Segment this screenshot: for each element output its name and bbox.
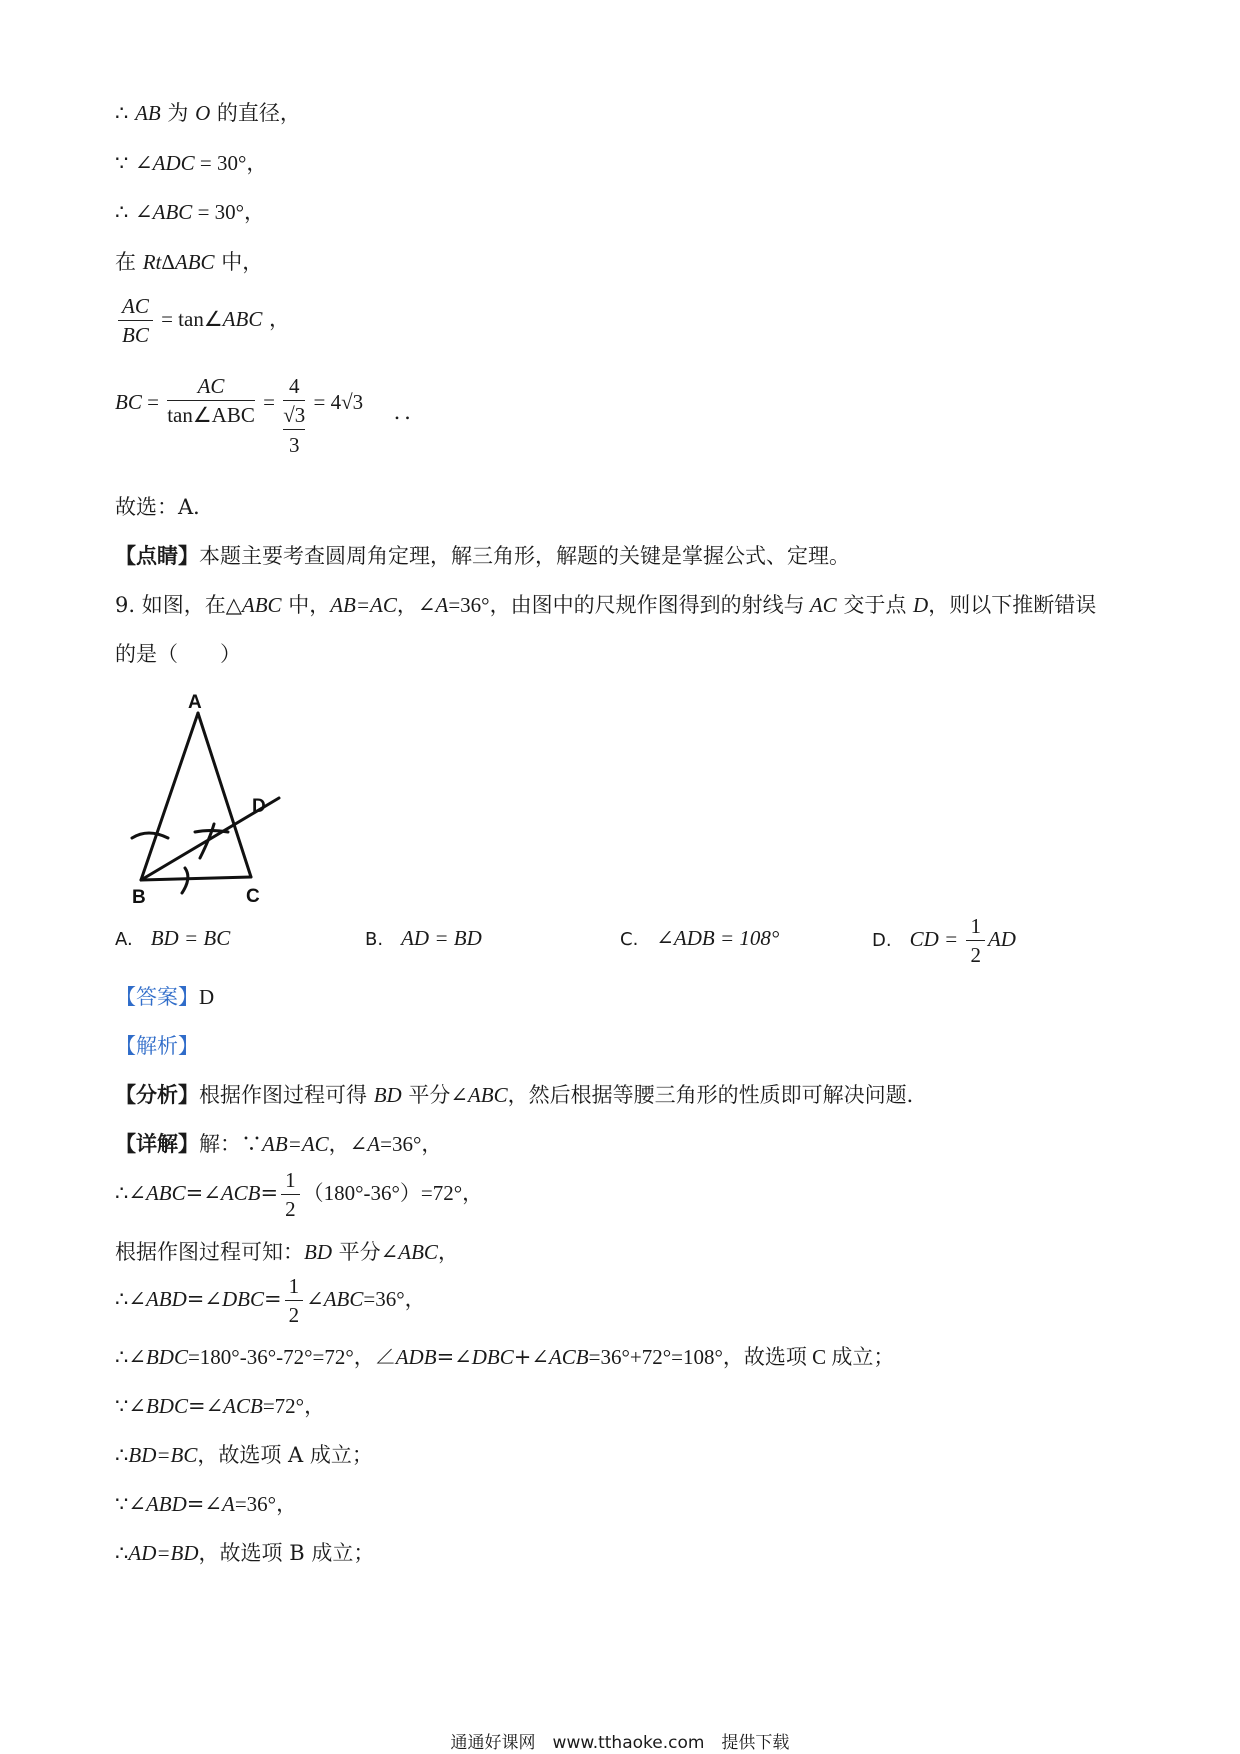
step-4 (115, 1342, 894, 1372)
text: 平分∠ (332, 1240, 399, 1264)
angle: ACB (223, 1394, 263, 1418)
option-d (872, 912, 1016, 969)
text: 解：∵ (199, 1132, 262, 1156)
text: ，∠ (396, 593, 436, 617)
option-label: D. (872, 930, 892, 951)
step-8 (115, 1538, 374, 1568)
denominator (283, 401, 305, 460)
angle-abc: ∠ABC (135, 200, 193, 224)
equation: AB=AC (262, 1132, 329, 1156)
text: ∴ (115, 1541, 129, 1565)
question-9-line1 (115, 590, 1096, 620)
denominator: 2 (288, 1303, 300, 1327)
fraction-half (966, 912, 985, 969)
fraction-ac-bc (118, 292, 153, 349)
text: ，然后根据等腰三角形的性质即可解决问题． (507, 1083, 928, 1107)
side-ac (198, 713, 251, 877)
option-label: A. (115, 929, 133, 950)
denominator: tan∠ABC (167, 403, 255, 427)
angle-a: A (435, 593, 449, 617)
tag-dianjing: 【点睛】 (115, 543, 199, 568)
angle: ABD (145, 1287, 187, 1311)
text: 在 (115, 250, 143, 274)
text: = 30°， (194, 151, 268, 175)
because-symbol: ∵ (115, 151, 136, 175)
angle: ACB (548, 1345, 589, 1369)
point-d: D (913, 593, 929, 617)
xiangjie-line (115, 1129, 442, 1159)
line-diameter (115, 98, 301, 128)
numerator: 1 (966, 912, 985, 941)
triangle-figure (120, 688, 290, 910)
fenxi-line (115, 1080, 928, 1110)
label-b: B (132, 887, 146, 908)
text: =36°+72°=108°，故选项 C 成立； (588, 1345, 895, 1369)
text: ∴∠ (115, 1287, 146, 1311)
angle-abc: ABC (222, 307, 263, 331)
text: ∴∠ (115, 1345, 146, 1369)
text: =36°， (380, 1132, 443, 1156)
text: 根据作图过程可得 (199, 1083, 374, 1107)
angle-abc: ABC (467, 1083, 508, 1107)
option-a (115, 920, 230, 958)
segment-ab: AB (135, 101, 161, 125)
segment-bc: BC (115, 390, 142, 414)
numerator: 4 (283, 372, 305, 401)
step-3 (115, 1272, 426, 1329)
angle-adc: ∠ADC (135, 151, 195, 175)
tag-fenxi: 【分析】 (115, 1082, 199, 1107)
question-9-line2: 的是（ ） (115, 642, 241, 666)
text: =∠ (186, 1287, 222, 1311)
text: 根据作图过程可知： (115, 1240, 304, 1264)
text: ，则以下推断错误 (928, 593, 1097, 617)
equation: AD=BD (128, 1541, 199, 1565)
dots: ．． (393, 400, 426, 424)
label-c: C (246, 886, 260, 907)
text: =∠ (186, 1492, 222, 1516)
text: =36°，由图中的尺规作图得到的射线与 (448, 593, 810, 617)
line-bc-computation (115, 372, 425, 460)
angle: ACB (220, 1181, 261, 1205)
text: 交于点 (836, 593, 914, 617)
text: =∠ (436, 1345, 472, 1369)
numerator: 1 (281, 1166, 300, 1195)
segment-bd: BD (304, 1240, 332, 1264)
numerator: AC (118, 292, 153, 321)
text: 为 (160, 101, 196, 125)
triangle-abc: ABC (174, 250, 215, 274)
equation: AB=AC (330, 593, 397, 617)
label-d: D (252, 796, 266, 817)
text: ∴∠ (115, 1181, 146, 1205)
three: 3 (288, 433, 300, 457)
angle: BDC (145, 1345, 188, 1369)
tag-analysis: 【解析】 (115, 1034, 199, 1058)
line-right-triangle (115, 247, 263, 277)
denominator: 2 (970, 943, 981, 967)
text: 本题主要考查圆周角定理，解三角形，解题的关键是掌握公式、定理。 (199, 544, 850, 568)
option-text: CD = (909, 927, 964, 951)
delta: Δ (161, 250, 175, 274)
text: =∠ (185, 1181, 221, 1205)
denominator: BC (122, 323, 149, 347)
fraction-half (285, 1272, 304, 1329)
analysis-tag-line (115, 1031, 199, 1061)
side-bc (141, 877, 251, 880)
tag-answer: 【答案】 (115, 985, 199, 1009)
option-text: ∠ADB = 108° (656, 926, 780, 950)
angle: BDC (145, 1394, 188, 1418)
step-6 (115, 1440, 373, 1470)
text: 9. 如图，在△ (115, 593, 242, 617)
text: =36°， (234, 1492, 298, 1516)
step-7 (115, 1489, 297, 1519)
step-5 (115, 1391, 325, 1421)
page-footer: 通通好课网 www.tthaoke.com 提供下载 (450, 1733, 790, 1753)
text: ， (262, 307, 291, 331)
option-text: BD = BC (150, 926, 231, 950)
text: = (141, 390, 165, 414)
line-choose-a: 故选：A． (115, 495, 215, 519)
text: ，∠ (328, 1132, 368, 1156)
option-label: C. (620, 929, 639, 950)
fraction-half (281, 1166, 300, 1223)
angle: DBC (471, 1345, 514, 1369)
text: （180°-36°）=72°， (302, 1181, 484, 1205)
text: = (257, 390, 281, 414)
answer-value: D (199, 985, 215, 1009)
text: = 30°， (192, 200, 266, 224)
line-dianjing (115, 541, 850, 571)
text: = (260, 1181, 279, 1205)
line-tan-ratio (115, 292, 290, 349)
arc-intersect-2 (195, 831, 228, 833)
angle: ABD (145, 1492, 187, 1516)
tag-xiangjie: 【详解】 (115, 1131, 199, 1156)
angle: A (222, 1492, 235, 1516)
numerator: 1 (285, 1272, 304, 1301)
angle: ABC (145, 1181, 186, 1205)
angle-a: A (367, 1132, 381, 1156)
text: 平分∠ (401, 1083, 468, 1107)
option-text: AD (987, 927, 1016, 951)
text: 中， (281, 593, 331, 617)
arc-on-ab (132, 833, 168, 838)
text: 中， (214, 250, 264, 274)
triangle-abc: ABC (241, 593, 282, 617)
option-b (365, 920, 482, 958)
result: = 4√3 (308, 390, 364, 414)
denominator: 2 (285, 1197, 296, 1221)
therefore-symbol: ∴ (115, 101, 129, 125)
line-angle-abc (115, 197, 265, 227)
text: =72°， (262, 1394, 326, 1418)
text: = tan∠ (155, 307, 223, 331)
text: ，故选项 A 成立； (197, 1443, 373, 1467)
rt: Rt (142, 250, 162, 274)
arc-on-bc (182, 868, 188, 893)
text: =36°， (363, 1287, 426, 1311)
angle: ABC (323, 1287, 364, 1311)
fraction-ac-tan (167, 372, 255, 429)
answer-line (115, 982, 214, 1012)
label-a: A (188, 692, 202, 713)
fraction-4-over (283, 372, 305, 460)
text: ∵∠ (115, 1394, 146, 1418)
text: =∠ (187, 1394, 224, 1418)
text: ∠ (306, 1287, 324, 1311)
text: +∠ (513, 1345, 549, 1369)
therefore-symbol: ∴ (115, 200, 136, 224)
circle-o: O (195, 101, 211, 125)
angle-abc: ABC (398, 1240, 438, 1264)
side-ab (141, 713, 198, 880)
text: =180°-36°-72°=72°，∠ (187, 1345, 396, 1369)
segment-ac: AC (809, 593, 837, 617)
text: ， (437, 1240, 459, 1264)
text: = (264, 1287, 282, 1311)
option-text: AD = BD (401, 926, 482, 950)
angle: DBC (222, 1287, 264, 1311)
text: 的直径， (210, 101, 301, 125)
step-2 (115, 1237, 459, 1267)
sqrt3: √3 (283, 401, 305, 430)
text: ∵∠ (115, 1492, 146, 1516)
angle: ADB (395, 1345, 437, 1369)
segment-bd: BD (373, 1083, 402, 1107)
numerator: AC (167, 372, 255, 401)
text: ∴ (115, 1443, 129, 1467)
step-1 (115, 1166, 483, 1223)
option-label: B. (365, 929, 384, 950)
option-c (620, 920, 779, 958)
text: ，故选项 B 成立； (198, 1541, 375, 1565)
equation: BD=BC (128, 1443, 198, 1467)
line-angle-adc (115, 148, 267, 178)
